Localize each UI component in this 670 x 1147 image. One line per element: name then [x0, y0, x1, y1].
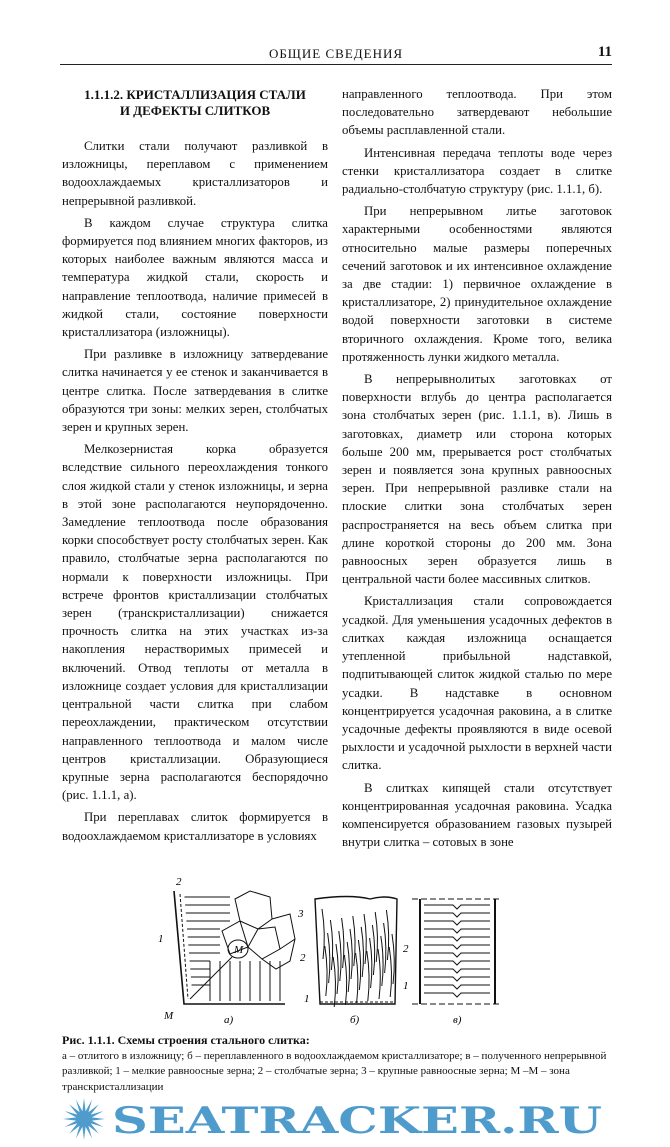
label-m-a: M: [164, 1010, 174, 1023]
radial-columnar-streak: [367, 951, 369, 1001]
label-1-b: 1: [304, 993, 310, 1006]
radial-columnar-streak: [358, 940, 360, 990]
paragraph: Кристаллизация стали сопровождается усадкой. Для уменьшения усадочных дефектов в слитках каждая изложница оснащается утепленной прибыльной надставкой, подпитывающей слиток жидкой сталью по мере усадки. В надставке в основном концентрируется усадочная раковина, а в слитке усадочные дефекты проявляются в виде осевой рыхлости и усадочной рыхлости в верхней части слитка.: [342, 594, 612, 773]
columnar-grain-row: [424, 929, 490, 933]
columnar-grain-row: [424, 921, 490, 925]
columnar-grain-row: [424, 969, 490, 973]
figure-container: [150, 869, 530, 1029]
ingot-v-diagram: [412, 899, 502, 1004]
radial-columnar-streak: [342, 918, 344, 968]
radial-columnar-streak: [372, 925, 374, 975]
columnar-grain-row: [424, 905, 490, 909]
label-m-inner: M: [234, 944, 244, 957]
paragraph: В каждом случае структура слитка формируется под влиянием многих факторов, из которых наиболее важным являются масса и температура жидкой стали, скорость и направление теплоотвода, наличие примесей в жидкой стали, состояние поверхности кристаллизатора (изложницы).: [62, 215, 328, 340]
section-heading-line1: 1.1.1.2. КРИСТАЛЛИЗАЦИЯ СТАЛИ: [84, 87, 306, 102]
radial-columnar-streak: [336, 944, 338, 994]
ingot-structure-figure: [150, 869, 530, 1029]
radial-columnar-streak: [339, 931, 341, 981]
watermark-logo: [62, 1097, 612, 1141]
radial-columnar-streak: [375, 912, 377, 962]
radial-columnar-streak: [386, 910, 388, 960]
label-1-v: 1: [403, 980, 409, 993]
label-v: в): [453, 1014, 462, 1027]
radial-columnar-streak: [378, 949, 380, 999]
columnar-grain-row: [424, 985, 490, 989]
paragraph: Мелкозернистая корка образуется вследствие сильного переохлаждения тонкого слоя жидкой стали у стенок изложницы, и зерна в этой зоне располагаются неупорядоченно. Замедление теплоотвода после образования корки способствует росту столбчатых зерен. Как правило, столбчатые зерна располагаются по нормали к поверхности изложницы. При встрече фронтов кристаллизации столбчатых зерен (транскристаллизации) снижается прочность слитка на этих участках из-за накопления нерастворимых примесей и включений. Отвод теплоты от металла в изложнице создает условия для кристаллизации центральной части слитка при слабом переохлаждении, практическом отсутствии направленного теплоотвода и малом числе центров кристаллизации. Образующиеся крупные зерна располагаются беспорядочно (рис. 1.1.1, а).: [62, 442, 328, 803]
columnar-grain-row: [424, 913, 490, 917]
ingot-b-diagram: [315, 897, 397, 1008]
columnar-grain-row: [424, 977, 490, 981]
paragraph: При разливке в изложницу затвердевание слитка начинается у ее стенок и заканчивается в центре слитка. После затвердевания в слитке образуются три зоны: мелких зерен, столбчатых зерен и крупных зерен.: [62, 347, 328, 435]
columnar-grain-row: [424, 961, 490, 965]
label-b: б): [350, 1014, 360, 1027]
columnar-grain-row: [424, 945, 490, 949]
radial-columnar-streak: [381, 936, 383, 986]
radial-columnar-streak: [384, 923, 386, 973]
radial-columnar-streak: [330, 920, 332, 970]
starburst-icon: [63, 1098, 105, 1140]
label-3-a: 3: [298, 908, 304, 921]
radial-columnar-streak: [328, 933, 330, 983]
radial-columnar-streak: [344, 955, 346, 1005]
label-2-b: 2: [300, 952, 306, 965]
right-column: [342, 85, 612, 855]
radial-columnar-streak: [370, 938, 372, 988]
paragraph: Интенсивная передача теплоты воде через стенки кристаллизатора создает в слитке радиально-столбчатую структуру (рис. 1.1.1, б).: [342, 145, 612, 197]
columnar-grain-row: [424, 953, 490, 957]
label-2-v: 2: [403, 943, 409, 956]
figure-caption-title: Рис. 1.1.1. Схемы строения стального слитка:: [62, 1033, 310, 1048]
paragraph: направленного теплоотвода. При этом последовательно затвердевают небольшие объемы расплавленной стали.: [342, 87, 612, 138]
radial-columnar-streak: [389, 947, 391, 997]
radial-columnar-streak: [361, 927, 363, 977]
label-2-a: 2: [176, 876, 182, 889]
paragraph: Слитки стали получают разливкой в изложницы, переплавом с применением водоохлаждаемых кристаллизаторов и непрерывной разливкой.: [62, 139, 328, 208]
running-header: [60, 44, 612, 65]
radial-columnar-streak: [356, 953, 358, 1003]
paragraph: При непрерывном литье заготовок характерными особенностями являются относительно малые размеры поперечных сечений заготовок и их интенсивное охлаждение за две стадии: 1) первичное охлаждение в кристаллизаторе, 2) принудительное охлаждение водой поверхности заготовки в системе вторичного охлаждения. Кроме того, велика протяженность лунки жидкого металла.: [342, 204, 612, 364]
two-column-body: [62, 85, 612, 855]
radial-columnar-streak: [353, 916, 355, 966]
paragraph: В непрерывнолитых заготовках от поверхности вглубь до центра располагается зона столбчатых зерен (рис. 1.1.1, в). Лишь в заготовках, диаметр или сторона которых больше 200 мм, прерывается рост столбчатых зерен и появляется зона крупных равноосных зерен. При непрерывной разливке стали на плоские слитки зона столбчатых зерен распространяется на весь объем слитка при длине короткой стороны до 200 мм. Зона равноосных зерен образуется лишь в центральной части более массивных слитков.: [342, 372, 612, 587]
radial-columnar-streak: [325, 946, 327, 996]
section-heading-line2: И ДЕФЕКТЫ СЛИТКОВ: [119, 103, 271, 118]
section-heading: [62, 87, 328, 119]
paragraph: В слитках кипящей стали отсутствует концентрированная усадочная раковина. Усадка компенсируется образованием газовых пузырей внутри слитка – сотовых в зоне: [342, 780, 612, 850]
columnar-grain-row: [424, 993, 490, 997]
columnar-grain-row: [424, 937, 490, 941]
radial-columnar-streak: [322, 909, 324, 959]
figure-caption: [62, 1033, 612, 1095]
watermark-lettering: SEATRACKER.RU: [112, 1100, 602, 1142]
starburst-shape: [63, 1098, 105, 1140]
running-header-title: ОБЩИЕ СВЕДЕНИЯ: [268, 46, 404, 61]
radial-columnar-streak: [347, 942, 349, 992]
page-number: 11: [597, 44, 612, 60]
radial-columnar-streak: [364, 914, 366, 964]
radial-columnar-streak: [333, 957, 335, 1007]
left-column: [62, 85, 328, 849]
radial-columnar-streak: [350, 929, 352, 979]
figure-caption-text: а – отлитого в изложницу; б – переплавленного в водоохлаждаемом кристаллизаторе; в – полученного непрерывной разливкой; 1 – мелкие равноосные зерна; 2 – столбчатые зерна; 3 – крупные равноосные зерна; M –M – зона транскристаллизации: [62, 1049, 607, 1093]
paragraph: При переплавах слиток формируется в водоохлаждаемом кристаллизаторе в условиях: [62, 810, 328, 843]
label-1-a: 1: [158, 933, 164, 946]
label-a: а): [224, 1014, 234, 1027]
